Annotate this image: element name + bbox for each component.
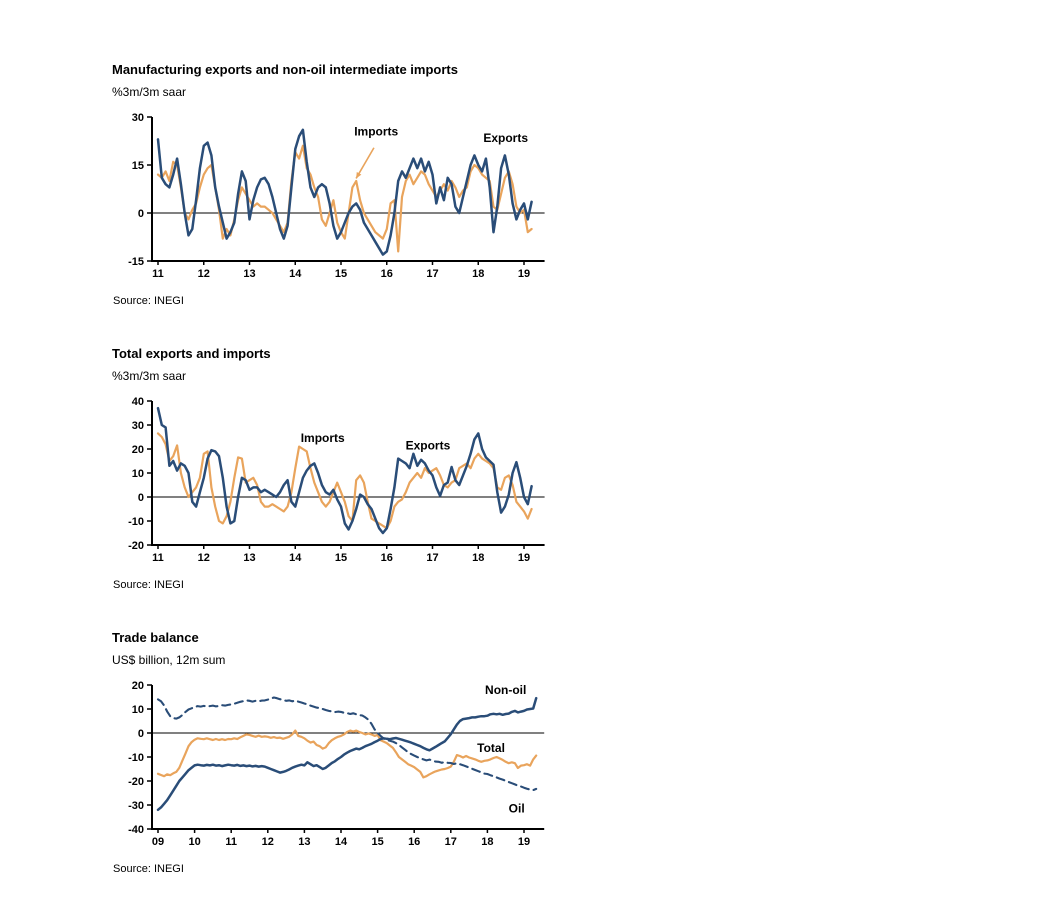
svg-text:Imports: Imports — [354, 124, 399, 139]
svg-text:-20: -20 — [128, 540, 144, 553]
svg-text:30: 30 — [131, 111, 144, 124]
chart-subtitle-manufacturing: %3m/3m saar — [112, 84, 187, 99]
svg-text:12: 12 — [197, 552, 210, 565]
svg-text:17: 17 — [444, 836, 457, 849]
svg-text:19: 19 — [517, 552, 531, 565]
svg-text:-10: -10 — [128, 516, 144, 529]
svg-text:18: 18 — [472, 267, 485, 280]
svg-text:17: 17 — [426, 552, 439, 565]
svg-text:-15: -15 — [128, 255, 144, 268]
svg-text:0: 0 — [137, 728, 144, 741]
chart-block-manufacturing — [112, 62, 572, 308]
svg-text:10: 10 — [131, 468, 144, 481]
svg-text:13: 13 — [243, 267, 256, 280]
svg-text:14: 14 — [334, 836, 348, 849]
svg-text:10: 10 — [131, 704, 144, 717]
svg-text:40: 40 — [131, 396, 144, 409]
svg-text:18: 18 — [472, 552, 485, 565]
svg-text:17: 17 — [426, 267, 439, 280]
svg-text:12: 12 — [261, 836, 274, 849]
svg-text:15: 15 — [334, 267, 348, 280]
chart-block-trade-balance — [112, 630, 572, 876]
svg-text:-30: -30 — [128, 800, 144, 813]
chart-title-trade-balance: Trade balance — [112, 630, 199, 646]
svg-text:14: 14 — [289, 267, 302, 280]
svg-text:Exports: Exports — [405, 438, 451, 453]
svg-text:0: 0 — [137, 492, 144, 505]
svg-text:Non-oil: Non-oil — [485, 683, 527, 698]
chart-source-total-trade: Source: INEGI — [113, 579, 184, 592]
chart-title-total-trade: Total exports and imports — [112, 346, 271, 362]
svg-text:13: 13 — [243, 552, 256, 565]
chart-subtitle-trade-balance: US$ billion, 12m sum — [112, 652, 226, 667]
svg-text:09: 09 — [151, 836, 165, 849]
svg-text:16: 16 — [380, 552, 393, 565]
manufacturing-exports-imports-chart — [112, 107, 564, 293]
svg-text:13: 13 — [298, 836, 311, 849]
svg-text:30: 30 — [131, 420, 144, 433]
svg-text:Oil: Oil — [508, 801, 525, 816]
chart-title-manufacturing: Manufacturing exports and non-oil intermediate imports — [112, 62, 458, 77]
svg-text:14: 14 — [289, 552, 302, 565]
svg-text:16: 16 — [380, 267, 393, 280]
svg-text:11: 11 — [225, 836, 238, 849]
svg-text:19: 19 — [517, 267, 531, 280]
svg-text:10: 10 — [188, 836, 201, 849]
svg-text:18: 18 — [481, 836, 494, 849]
svg-text:11: 11 — [152, 267, 164, 280]
svg-text:19: 19 — [517, 836, 531, 849]
svg-text:15: 15 — [371, 836, 384, 849]
svg-text:15: 15 — [131, 159, 144, 172]
svg-text:-10: -10 — [128, 752, 144, 765]
chart-block-total-trade — [112, 346, 572, 592]
svg-text:16: 16 — [408, 836, 421, 849]
chart-subtitle-total-trade: %3m/3m saar — [112, 368, 187, 383]
chart-source-manufacturing: Source: INEGI — [113, 294, 184, 307]
svg-text:-20: -20 — [128, 776, 144, 789]
svg-text:12: 12 — [197, 267, 210, 280]
trade-balance-chart — [112, 675, 564, 861]
svg-text:Imports: Imports — [300, 431, 345, 446]
svg-text:Total: Total — [477, 741, 505, 756]
total-exports-imports-chart — [112, 391, 564, 577]
svg-text:0: 0 — [137, 207, 144, 220]
svg-text:11: 11 — [152, 552, 164, 565]
svg-text:Exports: Exports — [483, 130, 529, 145]
chart-source-trade-balance: Source: INEGI — [113, 863, 184, 876]
svg-text:20: 20 — [131, 444, 144, 457]
svg-text:20: 20 — [131, 680, 144, 693]
svg-text:-40: -40 — [128, 824, 144, 837]
svg-text:15: 15 — [334, 552, 348, 565]
